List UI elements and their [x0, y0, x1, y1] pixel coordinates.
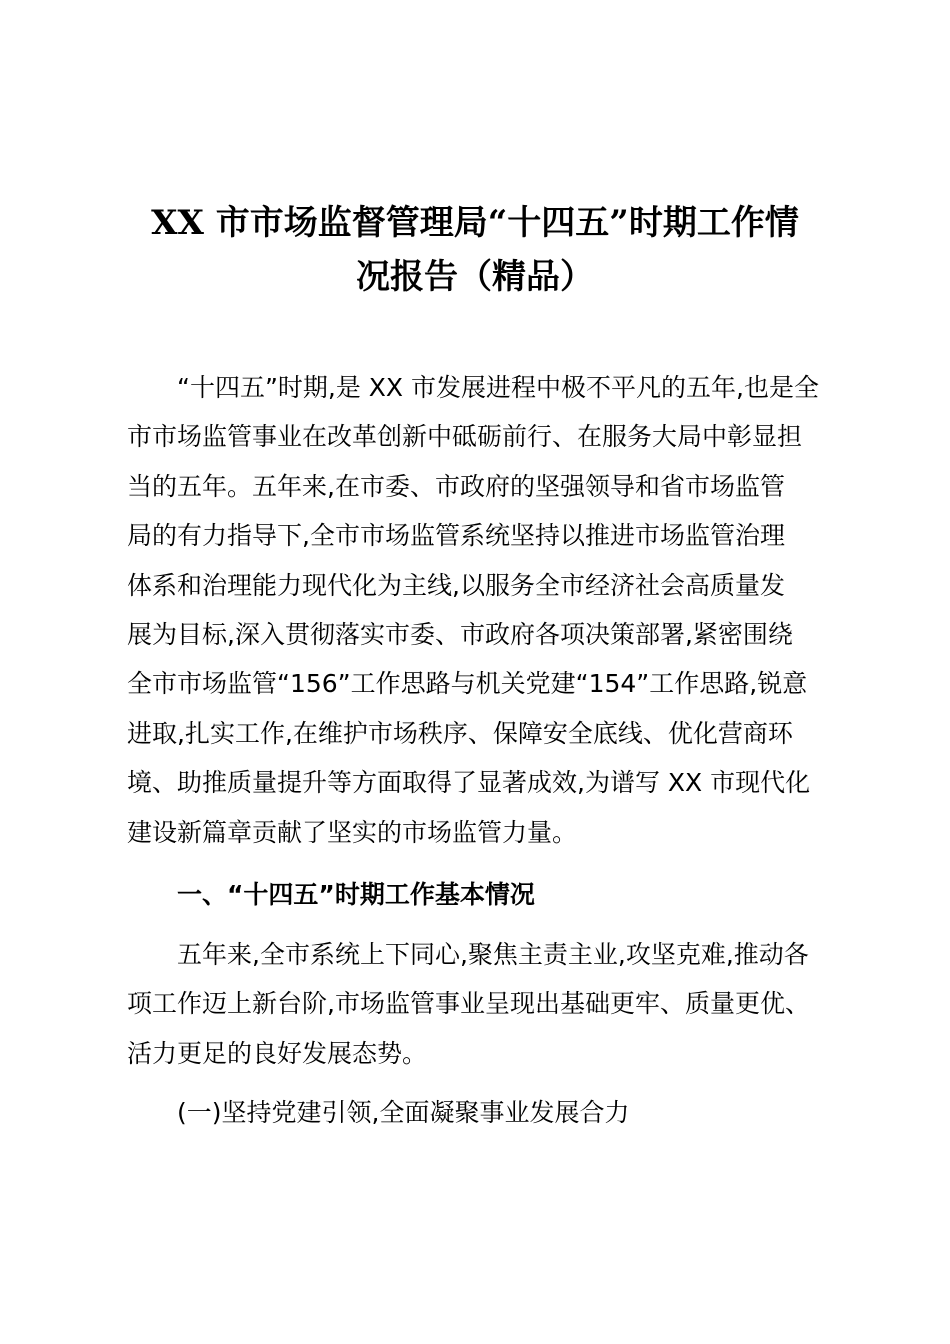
paragraph-line: 当的五年。五年来,在市委、市政府的坚强领导和省市场监管 — [127, 471, 785, 501]
subsection-heading-text: (一)坚持党建引领,全面凝聚事业发展合力 — [177, 1098, 630, 1127]
document-title — [120, 196, 830, 304]
title-line-1: XX 市市场监督管理局“十四五”时期工作情 — [151, 203, 799, 243]
section-paragraph — [127, 930, 827, 1078]
paragraph-line: 展为目标,深入贯彻落实市委、市政府各项决策部署,紧密围绕 — [127, 619, 793, 649]
paragraph-line: 境、助推质量提升等方面取得了显著成效,为谱写 XX 市现代化 — [127, 768, 811, 798]
subsection-heading — [127, 1088, 827, 1137]
paragraph-line: 全市市场监管“156”工作思路与机关党建“154”工作思路,锐意 — [127, 669, 808, 699]
paragraph-line: 体系和治理能力现代化为主线,以服务全市经济社会高质量发 — [127, 570, 785, 600]
paragraph-line: 活力更足的良好发展态势。 — [127, 1038, 428, 1068]
section-heading — [127, 870, 827, 919]
paragraph-line: 建设新篇章贡献了坚实的市场监管力量。 — [127, 817, 578, 847]
paragraph-line: 进取,扎实工作,在维护市场秩序、保障安全底线、优化营商环 — [127, 718, 793, 748]
paragraph-line: “十四五”时期,是 XX 市发展进程中极不平凡的五年,也是全 — [177, 373, 819, 402]
paragraph-line: 局的有力指导下,全市市场监管系统坚持以推进市场监管治理 — [127, 521, 785, 551]
paragraph-line: 五年来,全市系统上下同心,聚焦主责主业,攻坚克难,推动各 — [177, 940, 809, 969]
section-heading-text: 一、“十四五”时期工作基本情况 — [177, 880, 535, 909]
paragraph-line: 项工作迈上新台阶,市场监管事业呈现出基础更牢、质量更优、 — [127, 989, 810, 1019]
title-line-2: 况报告（精品） — [356, 257, 594, 297]
intro-paragraph — [127, 363, 827, 857]
paragraph-line: 市市场监管事业在改革创新中砥砺前行、在服务大局中彰显担 — [127, 422, 803, 452]
